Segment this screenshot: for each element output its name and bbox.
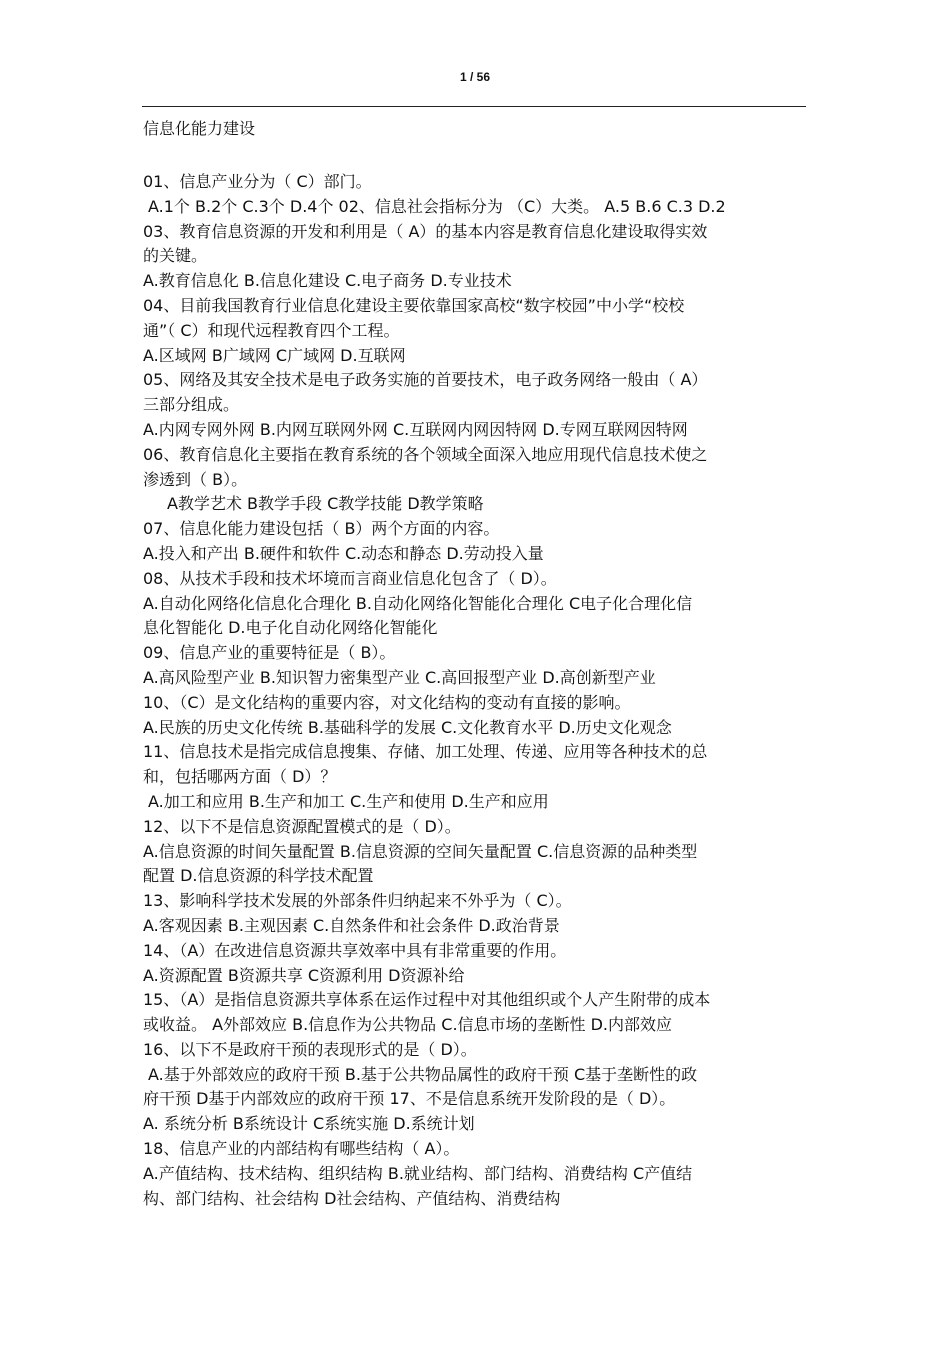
text-line: 府干预 D基于内部效应的政府干预 17、不是信息系统开发阶段的是（ D）。 <box>143 1089 676 1109</box>
text-line: 14、（A）在改进信息资源共享效率中具有非常重要的作用。 <box>143 940 567 960</box>
text-line: A. 系统分析 B系统设计 C系统实施 D.系统计划 <box>143 1114 475 1134</box>
text-line: A教学艺术 B教学手段 C教学技能 D教学策略 <box>167 494 484 514</box>
text-line: 12、以下不是信息资源配置模式的是（ D）。 <box>143 816 461 836</box>
text-line: A.基于外部效应的政府干预 B.基于公共物品属性的政府干预 C基于垄断性的政 <box>148 1064 698 1084</box>
text-line: 11、信息技术是指完成信息搜集、存储、加工处理、传递、应用等各种技术的总 <box>143 742 708 762</box>
text-line: A.加工和应用 B.生产和加工 C.生产和使用 D.生产和应用 <box>148 791 549 811</box>
text-line: A.区域网 B广域网 C广域网 D.互联网 <box>143 345 406 365</box>
text-line: 18、信息产业的内部结构有哪些结构（ A）。 <box>143 1139 460 1159</box>
text-line: A.自动化网络化信息化合理化 B.自动化网络化智能化合理化 C电子化合理化信 <box>143 593 693 613</box>
header-divider <box>142 106 806 107</box>
text-line: 03、教育信息资源的开发和利用是（ A）的基本内容是教育信息化建设取得实效 <box>143 221 708 241</box>
text-line: A.教育信息化 B.信息化建设 C.电子商务 D.专业技术 <box>143 271 512 291</box>
text-line: A.资源配置 B资源共享 C资源利用 D资源补给 <box>143 965 465 985</box>
text-line: 息化智能化 D.电子化自动化网络化智能化 <box>143 618 438 638</box>
text-line: 和，包括哪两方面（ D）？ <box>143 767 337 787</box>
text-line: A.1个 B.2个 C.3个 D.4个 02、信息社会指标分为 （C）大类。 A.5 B.6 C.3 D.2 <box>148 196 726 216</box>
text-line: 06、教育信息化主要指在教育系统的各个领域全面深入地应用现代信息技术使之 <box>143 444 708 464</box>
text-line: A.客观因素 B.主观因素 C.自然条件和社会条件 D.政治背景 <box>143 915 560 935</box>
text-line: 08、从技术手段和技术坏境而言商业信息化包含了（ D）。 <box>143 568 557 588</box>
text-line: A.民族的历史文化传统 B.基础科学的发展 C.文化教育水平 D.历史文化观念 <box>143 717 672 737</box>
text-line: 04、目前我国教育行业信息化建设主要依靠国家高校“数字校园”中小学“校校 <box>143 295 685 315</box>
document-title: 信息化能力建设 <box>143 119 256 138</box>
text-line: A.产值结构、技术结构、组织结构 B.就业结构、部门结构、消费结构 C产值结 <box>143 1163 693 1183</box>
page-number: 1 / 56 <box>459 70 491 84</box>
text-line: 10、（C）是文化结构的重要内容，对文化结构的变动有直接的影响。 <box>143 692 631 712</box>
document-body <box>143 170 807 1211</box>
text-line: 05、网络及其安全技术是电子政务实施的首要技术，电子政务网络一般由（ A） <box>143 370 708 390</box>
text-line: A.高风险型产业 B.知识智力密集型产业 C.高回报型产业 D.高创新型产业 <box>143 667 656 687</box>
text-line: 15、（A）是指信息资源共享体系在运作过程中对其他组织或个人产生附带的成本 <box>143 990 711 1010</box>
text-line: A.投入和产出 B.硬件和软件 C.动态和静态 D.劳动投入量 <box>143 543 544 563</box>
text-line: 三部分组成。 <box>143 395 240 415</box>
text-line: 13、影响科学技术发展的外部条件归纳起来不外乎为（ C）。 <box>143 891 572 911</box>
text-line: A.内网专网外网 B.内网互联网外网 C.互联网内网因特网 D.专网互联网因特网 <box>143 419 688 439</box>
text-line: 配置 D.信息资源的科学技术配置 <box>143 866 374 886</box>
text-line: 构、部门结构、社会结构 D社会结构、产值结构、消费结构 <box>143 1188 561 1208</box>
text-line: 的关键。 <box>143 246 208 266</box>
text-line: 16、以下不是政府干预的表现形式的是（ D）。 <box>143 1039 477 1059</box>
text-line: 通”（ C）和现代远程教育四个工程。 <box>143 320 400 340</box>
text-line: 渗透到（ B）。 <box>143 469 248 489</box>
text-line: 07、信息化能力建设包括（ B）两个方面的内容。 <box>143 519 500 539</box>
text-line: A.信息资源的时间矢量配置 B.信息资源的空间矢量配置 C.信息资源的品种类型 <box>143 841 698 861</box>
text-line: 01、信息产业分为（ C）部门。 <box>143 172 372 191</box>
text-line: 或收益。 A外部效应 B.信息作为公共物品 C.信息市场的垄断性 D.内部效应 <box>143 1015 673 1035</box>
text-line: 09、信息产业的重要特征是（ B）。 <box>143 643 396 663</box>
